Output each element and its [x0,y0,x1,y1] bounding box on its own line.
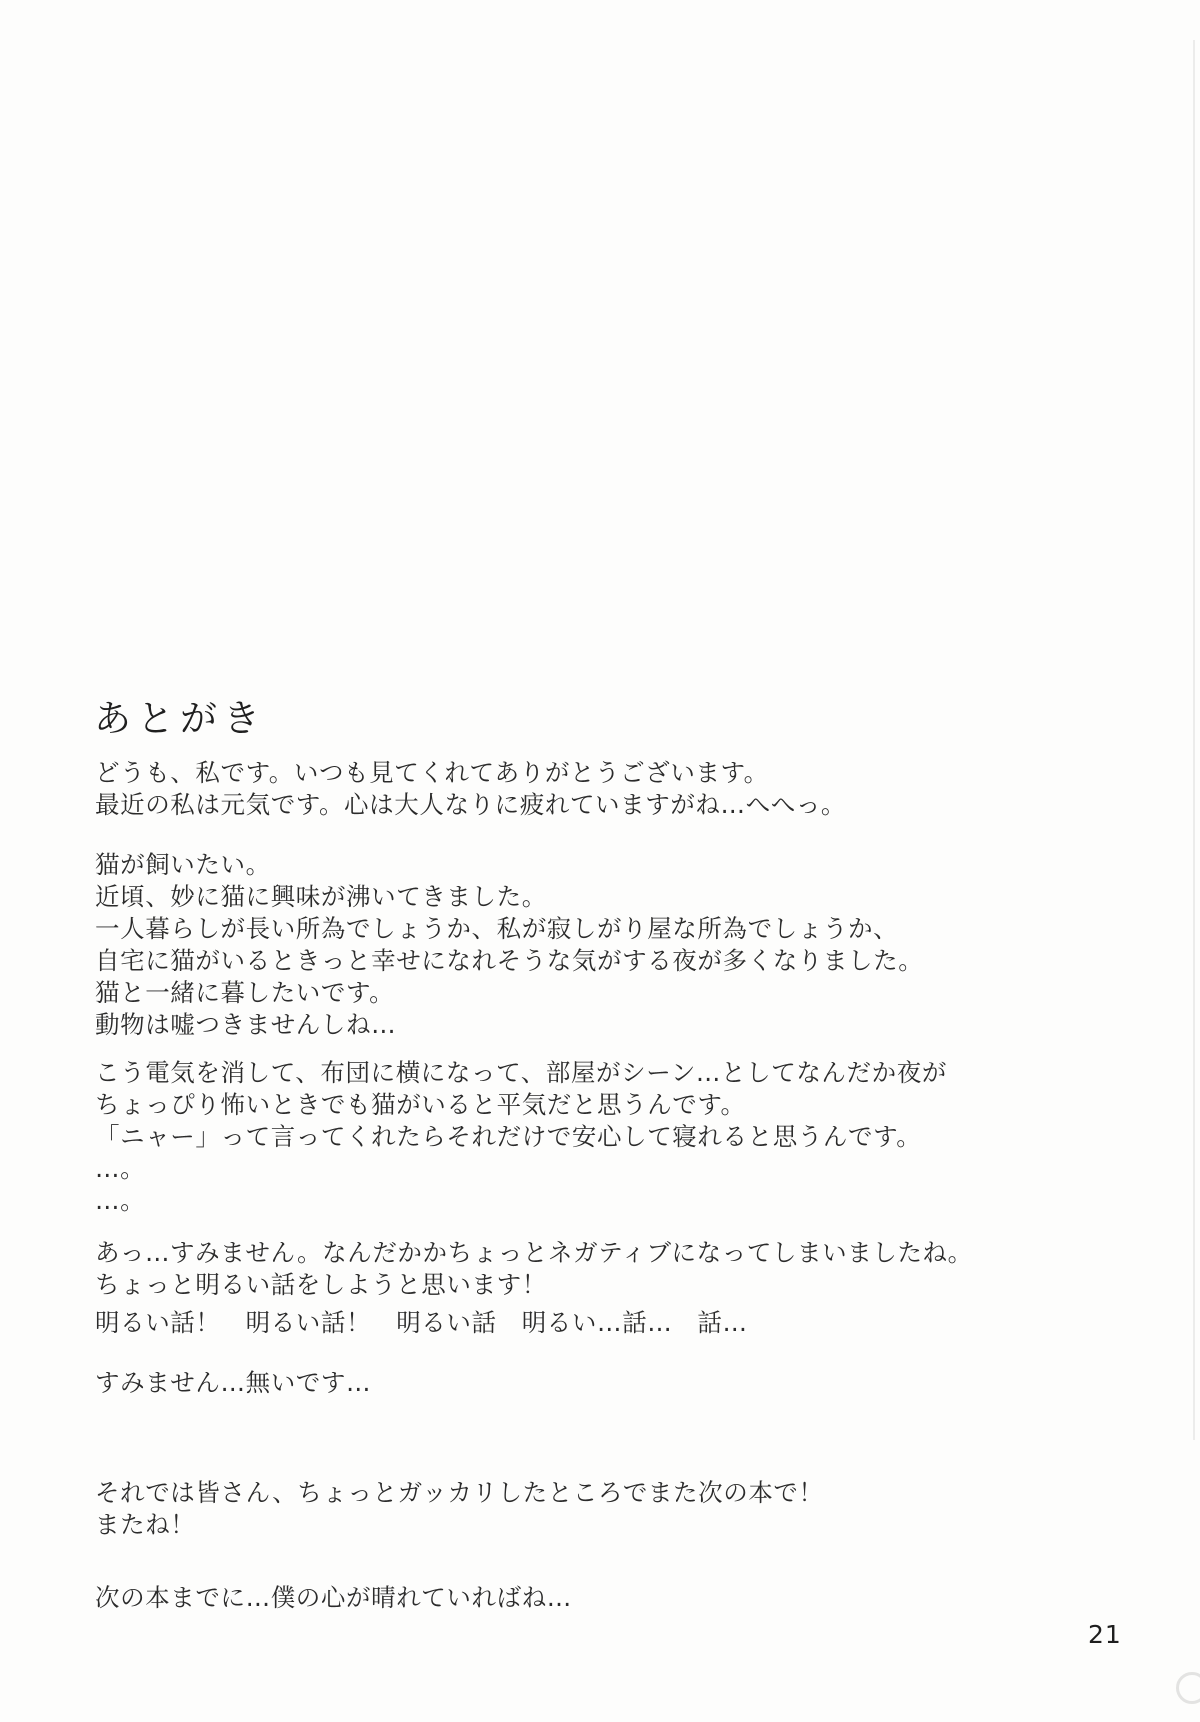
text-line: 猫と一緒に暮したいです。 [95,978,395,1007]
text-line: すみません…無いです… [95,1368,372,1397]
paragraph-cat-wish [95,849,1140,1041]
paragraph-bright-story [95,1307,1140,1339]
paragraph-farewell [95,1477,1140,1541]
text-line: 動物は嘘つきませんしね… [95,1010,397,1039]
text-line: …。 [95,1154,146,1183]
paragraph-greeting [95,757,1140,821]
text-line: それでは皆さん、ちょっとガッカリしたところでまた次の本で！ [95,1478,824,1507]
text-line: こう電気を消して、布団に横になって、部屋がシーン…としてなんだか夜が [95,1058,947,1087]
text-line: 「ニャー」って言ってくれたらそれだけで安心して寝れると思うんです。 [95,1122,922,1151]
scan-artifact-smudge [1176,1672,1200,1704]
paragraph-closing [95,1582,1140,1614]
text-line: またね！ [95,1510,196,1539]
text-line: ちょっと明るい話をしようと思います！ [95,1270,547,1299]
text-line: 一人暮らしが長い所為でしょうか、私が寂しがり屋な所為でしょうか、 [95,914,899,943]
scan-artifact-edge [1193,40,1195,1440]
page-title: あとがき [94,697,266,740]
text-line: 最近の私は元気です。心は大人なりに疲れていますがね…へへっ。 [95,790,847,819]
text-line: どうも、私です。いつも見てくれてありがとうございます。 [95,758,769,787]
text-line: …。 [95,1186,146,1215]
text-line: 近頃、妙に猫に興味が沸いてきました。 [95,882,547,911]
paragraph-night [95,1057,1140,1217]
text-line: あっ…すみません。なんだかかちょっとネガティブになってしまいましたね。 [95,1238,973,1267]
text-line: 猫が飼いたい。 [95,850,271,879]
text-line: 次の本までに…僕の心が晴れていればね… [95,1583,572,1612]
paragraph-apology [95,1237,1140,1301]
text-line: ちょっぴり怖いときでも猫がいると平気だと思うんです。 [95,1090,746,1119]
text-line: 自宅に猫がいるときっと幸せになれそうな気がする夜が多くなりました。 [95,946,924,975]
text-line: 明るい話！ 明るい話！ 明るい話 明るい…話… 話… [95,1308,748,1337]
page-number: 21 [1088,1620,1122,1649]
paragraph-none [95,1367,1140,1399]
